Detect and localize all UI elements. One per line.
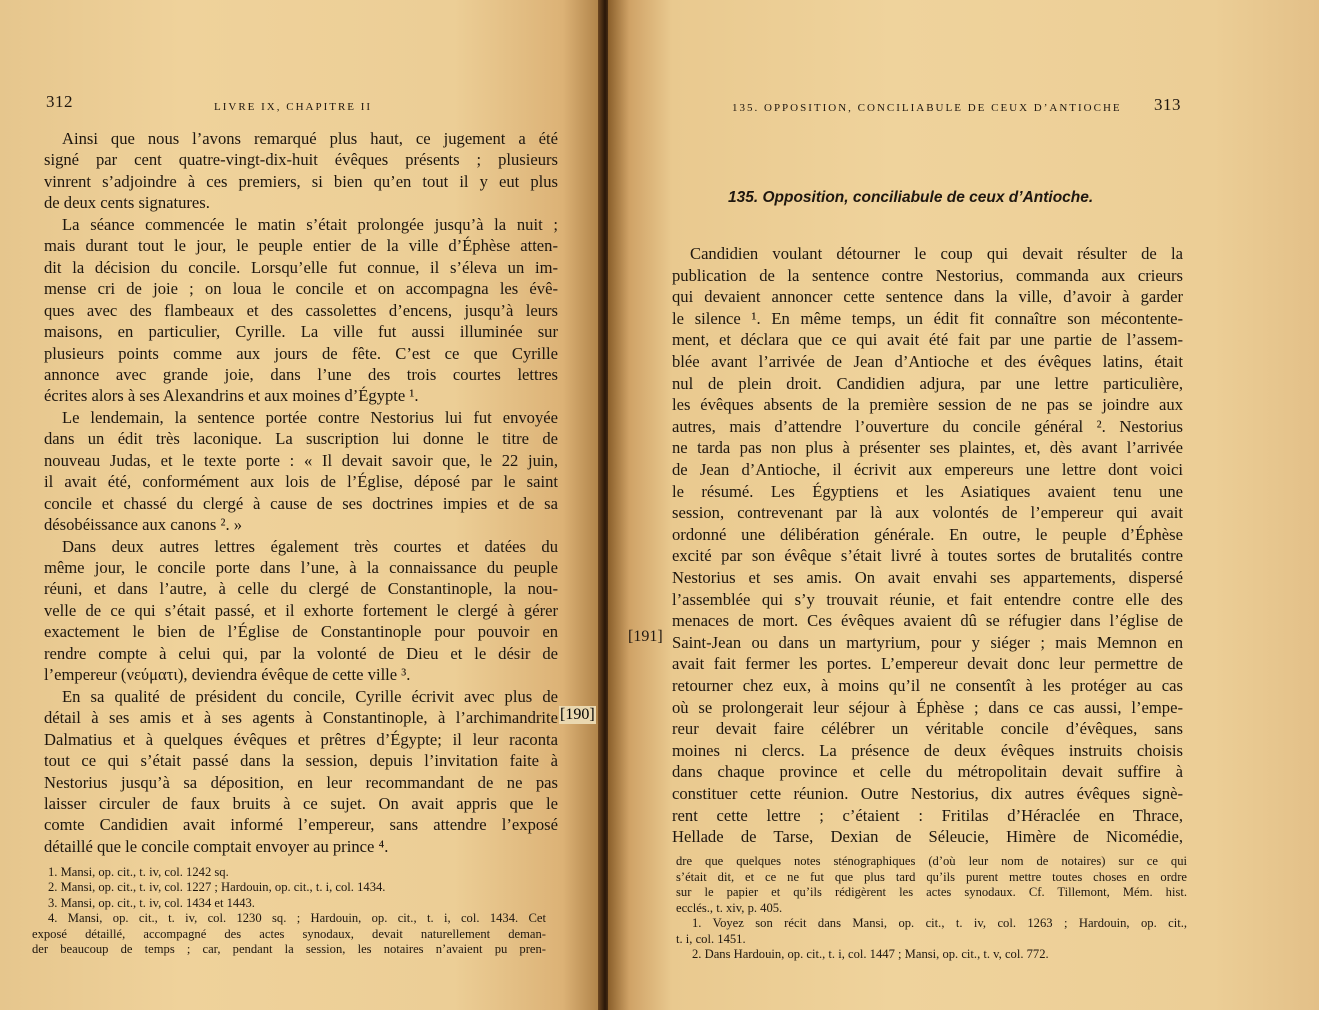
body-line: rendre compte à celui qui, par la volonté de Dieu et le désir de xyxy=(44,643,558,663)
body-line: l’empereur (νεύματι), deviendra évêque de cette ville ³. xyxy=(44,665,411,685)
footnote-line: dre que quelques notes sténographiques (d’où leur nom de notaires) sur ce qui xyxy=(676,854,1187,868)
body-line: même jour, le concile porte dans l’une, à la connaissance du peuple xyxy=(44,558,558,577)
body-line: écrites alors à ses Alexandrins et aux moines d’Égypte ¹. xyxy=(44,386,419,406)
body-line: l’assemblée qui s’y trouvait réunie, et fait entendre contre elle des xyxy=(672,589,1183,609)
body-line: maisons, en particulier, Cyrille. La ville fut aussi illuminée sur xyxy=(44,322,558,342)
body-line: annonce avec grande joie, dans l’une des trois courtes lettres xyxy=(44,364,558,384)
margin-page-marker: [190] xyxy=(560,706,595,723)
body-line: détail à ses amis et à ses agents à Constantinople, à l’archimandrite xyxy=(44,708,558,728)
body-line: La séance commencée le matin s’était prolongée jusqu’à la nuit ; xyxy=(62,214,558,234)
running-head: 135. OPPOSITION, CONCILIABULE DE CEUX D’ANTIOCHE xyxy=(732,102,1122,114)
body-line: Hellade de Tarse, Dexian de Séleucie, Himère de Nicomédie, xyxy=(672,827,1183,847)
body-line: ment, et déclara que ce qui avait été fait par une partie de l’assem- xyxy=(672,330,1183,350)
body-line: signé par cent quatre-vingt-dix-huit évêques présents ; plusieurs xyxy=(44,150,558,170)
running-head: LIVRE IX, CHAPITRE II xyxy=(214,101,373,113)
body-line: il avait été, conformément aux lois de l’Église, déposé par le saint xyxy=(44,472,558,492)
body-line: laisser circuler de faux bruits à ce sujet. On avait appris que le xyxy=(44,793,558,813)
body-line: Ainsi que nous l’avons remarqué plus haut, ce jugement a été xyxy=(62,129,558,148)
margin-page-marker: [191] xyxy=(628,628,663,645)
footnote-line: s’était dit, et ce ne fut que plus tard qu’ils purent mettre toutes choses en ordre xyxy=(676,869,1187,884)
body-line: publication de la sentence contre Nestorius, commanda aux crieurs xyxy=(672,265,1183,285)
footnote-line: 1. Voyez son récit dans Mansi, op. cit., t. iv, col. 1263 ; Hardouin, op. cit., xyxy=(692,916,1187,930)
page-number: 312 xyxy=(46,92,73,111)
body-line: le résumé. Les Égyptiens et les Asiatiques avaient tenu une xyxy=(672,481,1183,501)
body-line: constituer cette réunion. Outre Nestorius, dix autres évêques signè- xyxy=(672,784,1183,803)
body-line: comte Candidien avait informé l’empereur, sans attendre l’exposé xyxy=(44,815,558,835)
footnote-line: 2. Mansi, op. cit., t. iv, col. 1227 ; Hardouin, op. cit., t. i, col. 1434. xyxy=(48,880,386,895)
body-line: retourner chez eux, à moins qu’il ne consentît à les protéger au cas xyxy=(672,676,1183,695)
body-line: nouveau Judas, et le texte porte : « Il devait savoir que, le 22 juin, xyxy=(44,450,558,470)
body-line: Dalmatius et à quelques évêques et prêtres d’Égypte; il leur raconta xyxy=(44,729,558,749)
body-line: ordonné une délibération générale. En outre, le peuple d’Éphèse xyxy=(672,524,1183,544)
body-line: plusieurs points comme aux jours de fête. C’est ce que Cyrille xyxy=(44,343,558,363)
body-line: nul de plein droit. Candidien adjura, par une lettre particulière, xyxy=(672,373,1183,393)
body-line: mense cri de joie ; on loua le concile et on accompagna les évê- xyxy=(44,279,558,299)
body-line: dit la décision du concile. Lorsqu’elle fut connue, il s’éleva un im- xyxy=(44,257,558,277)
body-line: qui devaient annoncer cette sentence dans la ville, d’avoir à garder xyxy=(672,287,1183,307)
body-line: détaillé que le concile comptait envoyer au prince ⁴. xyxy=(44,836,389,856)
body-line: tout ce qui s’était passé dans la session, depuis l’invitation faite à xyxy=(44,751,558,771)
body-line: dans chaque province et celle du métropolitain devait suffire à xyxy=(672,762,1183,782)
body-line: réuni, et dans l’autre, à celle du clergé de Constantinople, la nou- xyxy=(44,579,558,599)
body-line: les évêques absents de la première session de ne pas se joindre aux xyxy=(672,395,1183,415)
body-line: où se prolongerait leur séjour à Éphèse ; dans ce cas aussi, l’empe- xyxy=(672,697,1183,717)
left-page xyxy=(0,0,605,1010)
body-line: Nestorius et ses amis. On avait envahi ses appartements, dispersé xyxy=(672,568,1183,587)
body-line: le silence ¹. En même temps, un édit fit connaître son mécontente- xyxy=(672,308,1183,328)
body-line: de Jean d’Antioche, il écrivit aux empereurs une lettre dont voici xyxy=(672,460,1183,479)
body-line: de deux cents signatures. xyxy=(44,193,210,213)
footnote-line: 4. Mansi, op. cit., t. iv, col. 1230 sq. ; Hardouin, op. cit., t. i, col. 1434. Cet xyxy=(48,911,546,926)
body-line: blée avant l’arrivée de Jean d’Antioche et des évêques latins, était xyxy=(672,352,1183,371)
footnote-line: 1. Mansi, op. cit., t. iv, col. 1242 sq. xyxy=(48,865,229,879)
body-line: Dans deux autres lettres également très courtes et datées du xyxy=(62,536,558,556)
body-line: Saint-Jean ou dans un martyrium, pour y siéger ; mais Memnon en xyxy=(672,632,1183,652)
body-line: menaces de mort. Ces évêques avaient dû se réfugier dans l’église de xyxy=(672,611,1183,631)
footnote-line: 2. Dans Hardouin, op. cit., t. i, col. 1447 ; Mansi, op. cit., t. v, col. 772. xyxy=(692,947,1049,961)
body-line: désobéissance aux canons ². » xyxy=(44,515,243,535)
body-line: En sa qualité de président du concile, Cyrille écrivit avec plus de xyxy=(62,686,558,706)
body-line: ne tarda pas non plus à présenter ses plaintes, et, dès avant l’arrivée xyxy=(672,438,1183,458)
body-line: vinrent s’adjoindre à ces premiers, si bien qu’en tout il y eut plus xyxy=(44,171,558,191)
body-line: concile et chassé du clergé à cause de ses doctrines impies et de sa xyxy=(44,493,558,513)
body-line: mais durant tout le jour, le peuple entier de la ville d’Éphèse atten- xyxy=(44,236,558,256)
body-line: avait fait fermer les portes. L’empereur devait donc leur permettre de xyxy=(672,654,1183,674)
footnote-line: 3. Mansi, op. cit., t. iv, col. 1434 et 1443. xyxy=(48,895,255,910)
footnote-line: ecclés., t. xiv, p. 405. xyxy=(676,900,783,915)
body-line: session, contrevenant par là aux volontés de l’empereur qui avait xyxy=(672,503,1183,523)
footnote-line: sur le papier et qu’ils rédigèrent les actes synodaux. Cf. Tillemont, Mém. hist. xyxy=(676,885,1187,899)
footnote-line: der beaucoup de temps ; car, pendant la session, les notaires n’avaient pu pren- xyxy=(32,942,546,956)
body-line: autres, mais d’attendre l’ouverture du concile général ². Nestorius xyxy=(672,416,1183,436)
page-number: 313 xyxy=(1154,95,1181,114)
body-line: rent cette lettre ; c’étaient : Fritilas d’Héraclée en Thrace, xyxy=(672,805,1183,825)
body-line: moines ni clercs. La présence de deux évêques instruits choisis xyxy=(672,740,1183,760)
body-line: Nestorius jusqu’à sa déposition, en leur recommandant de ne pas xyxy=(44,772,558,792)
body-line: excité par son évêque s’était livré à toutes sortes de brutalités contre xyxy=(672,546,1183,566)
footnote-line: t. i, col. 1451. xyxy=(676,931,746,946)
body-line: reur devait faire célébrer un véritable concile d’évêques, sans xyxy=(672,719,1183,739)
body-line: dans un édit très laconique. La suscription lui donne le titre de xyxy=(44,429,558,449)
body-line: Candidien voulant détourner le coup qui devait résulter de la xyxy=(690,244,1183,263)
footnote-line: exposé détaillé, accompagné des actes synodaux, devait naturellement deman- xyxy=(32,926,546,941)
body-line: velle de ce qui s’était passé, et il exhorte fortement le clergé à gérer xyxy=(44,600,558,620)
body-line: Le lendemain, la sentence portée contre Nestorius lui fut envoyée xyxy=(62,407,558,427)
body-line: exactement le bien de l’Église de Constantinople pour pouvoir en xyxy=(44,622,558,642)
section-title: 135. Opposition, conciliabule de ceux d’Antioche. xyxy=(728,189,1094,206)
right-page xyxy=(608,0,1319,1010)
body-line: ques avec des flambeaux et des cassolettes d’encens, jusqu’à leurs xyxy=(44,300,558,320)
